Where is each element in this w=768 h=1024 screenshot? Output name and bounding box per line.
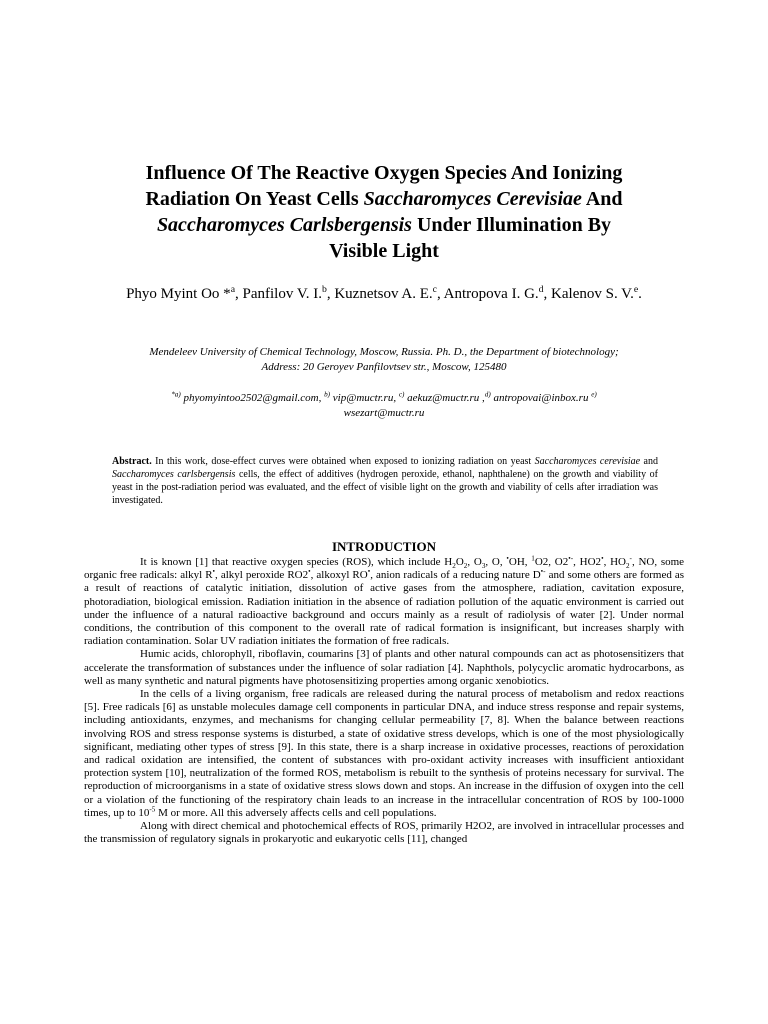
p1-sub-p: 2 (625, 562, 630, 571)
title-species-1: Saccharomyces Cerevisiae (363, 188, 582, 210)
p1-text-r: , NO, some organic free radicals: alkyl R (84, 556, 685, 582)
email-3-marker: c) (398, 390, 405, 399)
p1-text-t: , alkyl peroxide RO2 (215, 569, 309, 582)
p1-text-x: , anion radicals of a reducing nature D (370, 569, 541, 582)
abstract-text-1: In this work, dose-effect curves were obtained when exposed to ionizing radiation on yeast (151, 456, 535, 467)
title-line-4: Visible Light (329, 240, 439, 262)
p1-text-k: O2, O2 (534, 556, 569, 568)
paragraph-1 (84, 556, 684, 648)
abstract (112, 455, 658, 507)
author-4-affil: d (538, 284, 544, 295)
email-4: antropovai@inbox.ru (490, 392, 592, 404)
abstract-label: Abstract. (112, 456, 152, 467)
paragraph-4: Along with direct chemical and photochemical effects of ROS, primarily H2O2, are involved in intracellular processes and the transmission of regulatory signals in prokaryotic and eukaryotic cells [11], changed (84, 820, 684, 846)
email-5: wsezart@muctr.ru (343, 407, 425, 419)
p1-sub-d: 2 (463, 562, 468, 571)
title-species-2: Saccharomyces Carlsbergensis (156, 214, 412, 236)
title-line-3b: Under Illumination By (411, 214, 612, 236)
p1-text-c: O (455, 556, 464, 568)
author-3-affil: c (432, 284, 437, 295)
author-5-affil: e (633, 284, 639, 295)
author-list-end: . (638, 286, 642, 302)
email-5-marker: e) (591, 390, 597, 399)
author-1-affil: a (230, 284, 236, 295)
paragraph-2: Humic acids, chlorophyll, riboflavin, coumarins [3] of plants and other natural compounds can act as photosensitizers that accelerate the transformation of substances under the influence of solar radiation [4]. Naphthols, polycyclic aromatic hydrocarbons, as well as many synthetic and natural pigments have photosensitizing properties among organic xenobiotics. (84, 648, 684, 687)
p1-sup-s: • (212, 567, 216, 576)
title-line-2c: And (581, 188, 623, 210)
email-2: vip@muctr.ru, (330, 392, 399, 404)
affiliation-line-1: Mendeleev University of Chemical Technology, Moscow, Russia. Ph. D., the Department of biotechnology; (149, 346, 619, 358)
paper-title (60, 160, 708, 264)
p1-text-o: , HO (603, 556, 626, 568)
email-2-marker: b) (324, 390, 331, 399)
affiliation (80, 345, 688, 375)
paragraph-3 (84, 688, 684, 820)
p1-text-g: , O, (485, 556, 507, 568)
p1-sup-q: - (629, 554, 632, 563)
p1-sub-b: 2 (452, 562, 456, 571)
introduction-body (84, 556, 684, 846)
p1-text-i: OH, (508, 556, 532, 568)
email-1: phyomyintoo2502@gmail.com, (180, 392, 325, 404)
p1-sup-h: • (506, 554, 509, 563)
author-2-affil: b (321, 284, 327, 295)
abstract-text-3: and (640, 456, 658, 467)
p1-sup-w: • (367, 567, 371, 576)
p1-text-a: It is known [1] that reactive oxygen species (ROS), which include H (140, 556, 453, 568)
p1-sup-l: •- (568, 554, 574, 563)
p1-text-v: , alkoxyl RO (310, 569, 368, 582)
affiliation-line-2: Address: 20 Geroyev Panfilovtsev str., Moscow, 125480 (261, 361, 507, 373)
p1-sup-n: • (601, 554, 604, 563)
p1-sup-y: •- (540, 567, 546, 576)
author-3: , Kuznetsov A. E. (326, 286, 433, 302)
author-2: , Panfilov V. I. (235, 286, 322, 302)
email-1-marker: *a) (171, 390, 181, 399)
abstract-species-1: Saccharomyces cerevisiae (534, 456, 641, 467)
abstract-text-5: cells, the effect of additives (hydrogen peroxide, ethanol, naphthalene) on the growth and viability of yeast in the post-radiation period was evaluated, and the effect of visible light on the growth and viability of cells after irradiation was investigated. (112, 469, 658, 506)
p3-text-c: M or more. All this adversely affects cells and cell populations. (155, 806, 437, 819)
p3-sup-b: -5 (149, 805, 156, 814)
section-heading-introduction: INTRODUCTION (331, 539, 436, 554)
email-3: aekuz@muctr.ru , (404, 392, 485, 404)
author-list (80, 284, 688, 305)
author-1: Phyo Myint Oo * (126, 286, 231, 302)
title-line-1: Influence Of The Reactive Oxygen Species And Ionizing (145, 162, 623, 184)
p1-text-m: , HO2 (573, 556, 602, 568)
p1-sup-j: 1 (531, 554, 535, 563)
email-4-marker: d) (484, 390, 491, 399)
p1-sup-u: • (308, 567, 311, 576)
author-4: , Antropova I. G. (437, 286, 539, 302)
abstract-species-2: Saccharomyces carlsbergensis (112, 469, 236, 480)
title-line-2a: Radiation On Yeast Cells (145, 188, 364, 210)
p1-text-z: and some others are formed as a result of reactions of catalytic initiation, dissolution of active gases from the atmosphere, radiation, cavitation exposure, photoradiation, biological emission. Radiation initiation in the absence of radiation pollution of the aquatic environment is carried out under the influence of a natural radioactive background and occurs mainly as a result of radiolysis of water [2]. Under normal conditions, the contribution of this component to the overall rate of radical formation is insignificant, but increases sharply with radiation contamination. Solar UV radiation initiates the formation of free radicals. (84, 569, 685, 648)
p1-text-e: , O (467, 556, 482, 568)
author-5: , Kalenov S. V. (543, 286, 634, 302)
p3-text-a: In the cells of a living organism, free radicals are released during the natural process of metabolism and redox reactions [5]. Free radicals [6] as unstable molecules damage cell components in particular DNA, and induce stress response and repair systems, including antioxidants, enzymes, and mechanisms for changing cellular permeability [7, 8]. When the balance between reactions involving ROS and stress response systems is disturbed, a state of oxidative stress develops, which is one of the most physiologically significant, mediating other types of stress [9]. In this state, there is a sharp increase in oxidative processes, reactions of peroxidation and radical oxidation are intensified, the content of substances with pro-oxidant activity increases with insufficient antioxidant protection system [10], neutralization of the formed ROS, metabolism is rebuilt to the synthesis of proteins necessary for survival. The reproduction of microorganisms in a state of oxidative stress slows down and stops. An increase in the diffusion of oxygen into the cell or a violation of the functioning of the respiratory chain leads to an increase in the intracellular concentration of ROS by 100-1000 times, up to 10 (84, 688, 684, 819)
email-list (110, 391, 658, 421)
p1-sub-f: 3 (481, 562, 486, 571)
